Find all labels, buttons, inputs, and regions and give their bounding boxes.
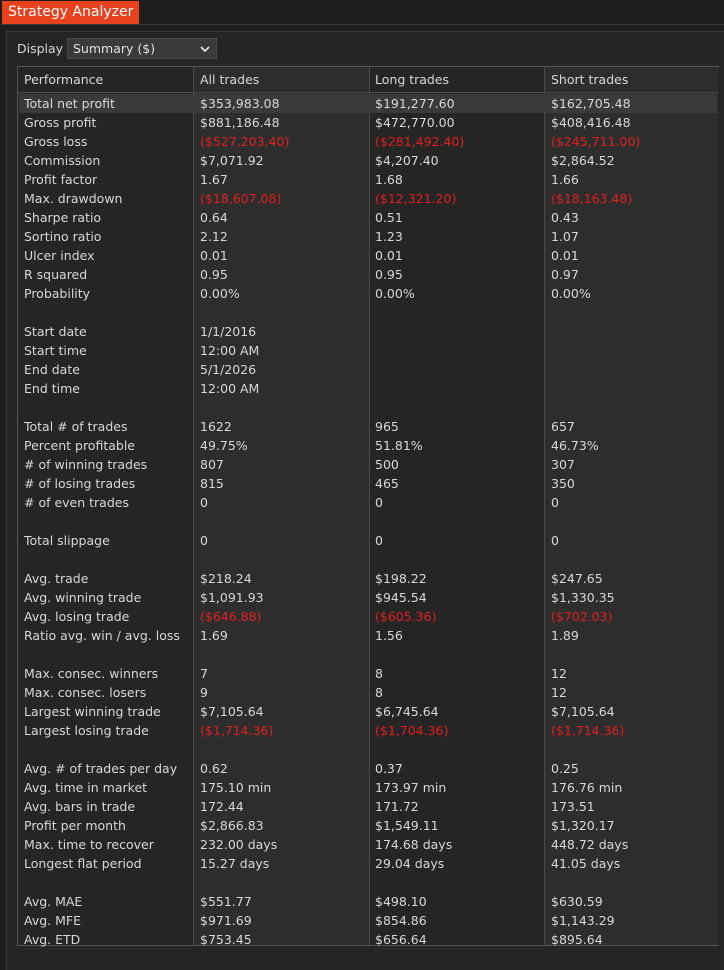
cell-short[interactable]: 657: [551, 419, 575, 434]
cell-long[interactable]: 965: [375, 419, 399, 434]
cell-long[interactable]: $191,277.60: [375, 96, 455, 111]
cell-long[interactable]: 0.51: [375, 210, 403, 225]
cell-short[interactable]: $408,416.48: [551, 115, 631, 130]
cell-long[interactable]: 0.37: [375, 761, 403, 776]
row-label[interactable]: End time: [24, 381, 80, 396]
cell-short[interactable]: 0.43: [551, 210, 579, 225]
tab-bar: [0, 0, 724, 25]
cell-all[interactable]: ($1,714.36): [200, 723, 274, 738]
cell-long[interactable]: $6,745.64: [375, 704, 439, 719]
cell-long[interactable]: 1.23: [375, 229, 403, 244]
cell-all[interactable]: 12:00 AM: [200, 343, 260, 358]
header-divider: [18, 92, 718, 93]
cell-long[interactable]: 51.81%: [375, 438, 423, 453]
column-header-long-trades[interactable]: Long trades: [375, 72, 450, 87]
cell-all[interactable]: 0.95: [200, 267, 228, 282]
cell-short[interactable]: 0.97: [551, 267, 579, 282]
row-label[interactable]: Gross loss: [24, 134, 88, 149]
cell-short[interactable]: $162,705.48: [551, 96, 631, 111]
cell-long[interactable]: 465: [375, 476, 399, 491]
cell-all[interactable]: ($646.88): [200, 609, 262, 624]
cell-all[interactable]: 1.67: [200, 172, 228, 187]
cell-short[interactable]: ($18,163.48): [551, 191, 633, 206]
cell-short[interactable]: $1,330.35: [551, 590, 615, 605]
cell-all[interactable]: $2,866.83: [200, 818, 264, 833]
cell-all[interactable]: 1.69: [200, 628, 228, 643]
row-label[interactable]: # of even trades: [24, 495, 129, 510]
cell-short[interactable]: ($702.03): [551, 609, 613, 624]
cell-long[interactable]: 171.72: [375, 799, 419, 814]
chevron-down-icon: [199, 40, 211, 58]
cell-short[interactable]: 0: [551, 533, 559, 548]
column-header-short-trades[interactable]: Short trades: [551, 72, 629, 87]
cell-long[interactable]: ($1,704.36): [375, 723, 449, 738]
cell-short[interactable]: 0.01: [551, 248, 579, 263]
cell-long[interactable]: $945.54: [375, 590, 427, 605]
cell-short[interactable]: $247.65: [551, 571, 603, 586]
cell-short[interactable]: ($1,714.36): [551, 723, 625, 738]
row-label[interactable]: Profit per month: [24, 818, 126, 833]
cell-all[interactable]: $1,091.93: [200, 590, 264, 605]
cell-all[interactable]: $353,983.08: [200, 96, 280, 111]
cell-short[interactable]: $7,105.64: [551, 704, 615, 719]
cell-long[interactable]: ($605.36): [375, 609, 437, 624]
cell-all[interactable]: $971.69: [200, 913, 252, 928]
row-label[interactable]: End date: [24, 362, 80, 377]
cell-short[interactable]: $895.64: [551, 932, 603, 947]
cell-long[interactable]: ($281,492.40): [375, 134, 465, 149]
display-select[interactable]: [67, 38, 217, 59]
row-label[interactable]: Avg. trade: [24, 571, 89, 586]
row-label[interactable]: Total # of trades: [24, 419, 128, 434]
cell-short[interactable]: 1.66: [551, 172, 579, 187]
cell-all[interactable]: 0: [200, 533, 208, 548]
cell-all[interactable]: $753.45: [200, 932, 252, 947]
cell-all[interactable]: 0.62: [200, 761, 228, 776]
cell-long[interactable]: $472,770.00: [375, 115, 455, 130]
row-label[interactable]: Sortino ratio: [24, 229, 102, 244]
row-label[interactable]: Total slippage: [24, 533, 110, 548]
row-label[interactable]: Largest winning trade: [24, 704, 161, 719]
cell-short[interactable]: 176.76 min: [551, 780, 623, 795]
cell-short[interactable]: 12: [551, 666, 567, 681]
cell-all[interactable]: $218.24: [200, 571, 252, 586]
row-label[interactable]: Profit factor: [24, 172, 98, 187]
cell-all[interactable]: $551.77: [200, 894, 252, 909]
cell-all[interactable]: 0.01: [200, 248, 228, 263]
cell-all[interactable]: $7,071.92: [200, 153, 264, 168]
row-label[interactable]: # of losing trades: [24, 476, 136, 491]
cell-long[interactable]: $656.64: [375, 932, 427, 947]
cell-all[interactable]: 0: [200, 495, 208, 510]
row-label[interactable]: Commission: [24, 153, 101, 168]
row-label[interactable]: Sharpe ratio: [24, 210, 102, 225]
row-label[interactable]: Longest flat period: [24, 856, 142, 871]
cell-short[interactable]: $1,143.29: [551, 913, 615, 928]
cell-all[interactable]: 1/1/2016: [200, 324, 257, 339]
cell-all[interactable]: 815: [200, 476, 224, 491]
display-label: Display: [17, 41, 64, 56]
cell-all[interactable]: 12:00 AM: [200, 381, 260, 396]
row-label[interactable]: Avg. winning trade: [24, 590, 142, 605]
column-divider: [369, 67, 370, 945]
cell-short[interactable]: 350: [551, 476, 575, 491]
row-label[interactable]: Avg. time in market: [24, 780, 148, 795]
cell-all[interactable]: $881,186.48: [200, 115, 280, 130]
cell-long[interactable]: $498.10: [375, 894, 427, 909]
cell-all[interactable]: 49.75%: [200, 438, 248, 453]
row-label[interactable]: Avg. # of trades per day: [24, 761, 178, 776]
row-label[interactable]: # of winning trades: [24, 457, 148, 472]
cell-all[interactable]: 1622: [200, 419, 232, 434]
cell-long[interactable]: 173.97 min: [375, 780, 447, 795]
row-label[interactable]: Avg. losing trade: [24, 609, 130, 624]
cell-all[interactable]: ($527,203.40): [200, 134, 290, 149]
cell-all[interactable]: ($18,607.08): [200, 191, 282, 206]
row-label[interactable]: Avg. MAE: [24, 894, 83, 909]
cell-short[interactable]: 448.72 days: [551, 837, 629, 852]
cell-all[interactable]: 5/1/2026: [200, 362, 257, 377]
cell-long[interactable]: $1,549.11: [375, 818, 439, 833]
row-label[interactable]: Percent profitable: [24, 438, 135, 453]
performance-table: [17, 66, 719, 946]
cell-short[interactable]: 173.51: [551, 799, 595, 814]
row-label[interactable]: Avg. bars in trade: [24, 799, 136, 814]
cell-long[interactable]: $4,207.40: [375, 153, 439, 168]
cell-short[interactable]: $630.59: [551, 894, 603, 909]
cell-short[interactable]: 1.89: [551, 628, 579, 643]
cell-short[interactable]: 12: [551, 685, 567, 700]
cell-short[interactable]: $1,320.17: [551, 818, 615, 833]
cell-short[interactable]: 0: [551, 495, 559, 510]
cell-long[interactable]: 0.00%: [375, 286, 415, 301]
cell-long[interactable]: ($12,321.20): [375, 191, 457, 206]
display-select-value: Summary ($): [73, 41, 156, 56]
cell-short[interactable]: 1.07: [551, 229, 579, 244]
row-label[interactable]: Largest losing trade: [24, 723, 149, 738]
cell-all[interactable]: 2.12: [200, 229, 228, 244]
cell-long[interactable]: 0: [375, 533, 383, 548]
cell-all[interactable]: 175.10 min: [200, 780, 272, 795]
row-label[interactable]: Gross profit: [24, 115, 97, 130]
row-label[interactable]: R squared: [24, 267, 88, 282]
row-label[interactable]: Max. drawdown: [24, 191, 123, 206]
row-label[interactable]: Probability: [24, 286, 91, 301]
row-label[interactable]: Avg. ETD: [24, 932, 81, 947]
cell-all[interactable]: 0.64: [200, 210, 228, 225]
cell-short[interactable]: 41.05 days: [551, 856, 621, 871]
row-label[interactable]: Max. consec. losers: [24, 685, 147, 700]
tab-strategy-analyzer[interactable]: Strategy Analyzer: [2, 1, 139, 24]
cell-long[interactable]: $854.86: [375, 913, 427, 928]
cell-all[interactable]: 0.00%: [200, 286, 240, 301]
row-label[interactable]: Total net profit: [24, 96, 115, 111]
column-divider: [193, 67, 194, 945]
row-label[interactable]: Start time: [24, 343, 87, 358]
row-label[interactable]: Max. consec. winners: [24, 666, 159, 681]
column-header-all-trades[interactable]: All trades: [200, 72, 260, 87]
cell-long[interactable]: 29.04 days: [375, 856, 445, 871]
column-divider: [544, 67, 545, 945]
cell-long[interactable]: 1.68: [375, 172, 403, 187]
cell-long[interactable]: 174.68 days: [375, 837, 453, 852]
cell-all[interactable]: $7,105.64: [200, 704, 264, 719]
cell-short[interactable]: 0.00%: [551, 286, 591, 301]
cell-long[interactable]: 1.56: [375, 628, 403, 643]
cell-short[interactable]: $2,864.52: [551, 153, 615, 168]
cell-long[interactable]: $198.22: [375, 571, 427, 586]
cell-all[interactable]: 15.27 days: [200, 856, 270, 871]
cell-all[interactable]: 807: [200, 457, 224, 472]
cell-all[interactable]: 172.44: [200, 799, 244, 814]
cell-all[interactable]: 232.00 days: [200, 837, 278, 852]
row-label[interactable]: Avg. MFE: [24, 913, 81, 928]
cell-long[interactable]: 8: [375, 666, 383, 681]
row-label[interactable]: Ulcer index: [24, 248, 95, 263]
cell-long[interactable]: 0: [375, 495, 383, 510]
cell-long[interactable]: 0.95: [375, 267, 403, 282]
column-header-performance[interactable]: Performance: [24, 72, 104, 87]
cell-long[interactable]: 0.01: [375, 248, 403, 263]
cell-short[interactable]: 307: [551, 457, 575, 472]
cell-short[interactable]: ($245,711.00): [551, 134, 641, 149]
cell-all[interactable]: 9: [200, 685, 208, 700]
cell-long[interactable]: 8: [375, 685, 383, 700]
cell-short[interactable]: 46.73%: [551, 438, 599, 453]
cell-all[interactable]: 7: [200, 666, 208, 681]
row-label[interactable]: Max. time to recover: [24, 837, 154, 852]
cell-long[interactable]: 500: [375, 457, 399, 472]
cell-short[interactable]: 0.25: [551, 761, 579, 776]
row-label[interactable]: Ratio avg. win / avg. loss: [24, 628, 180, 643]
row-label[interactable]: Start date: [24, 324, 87, 339]
